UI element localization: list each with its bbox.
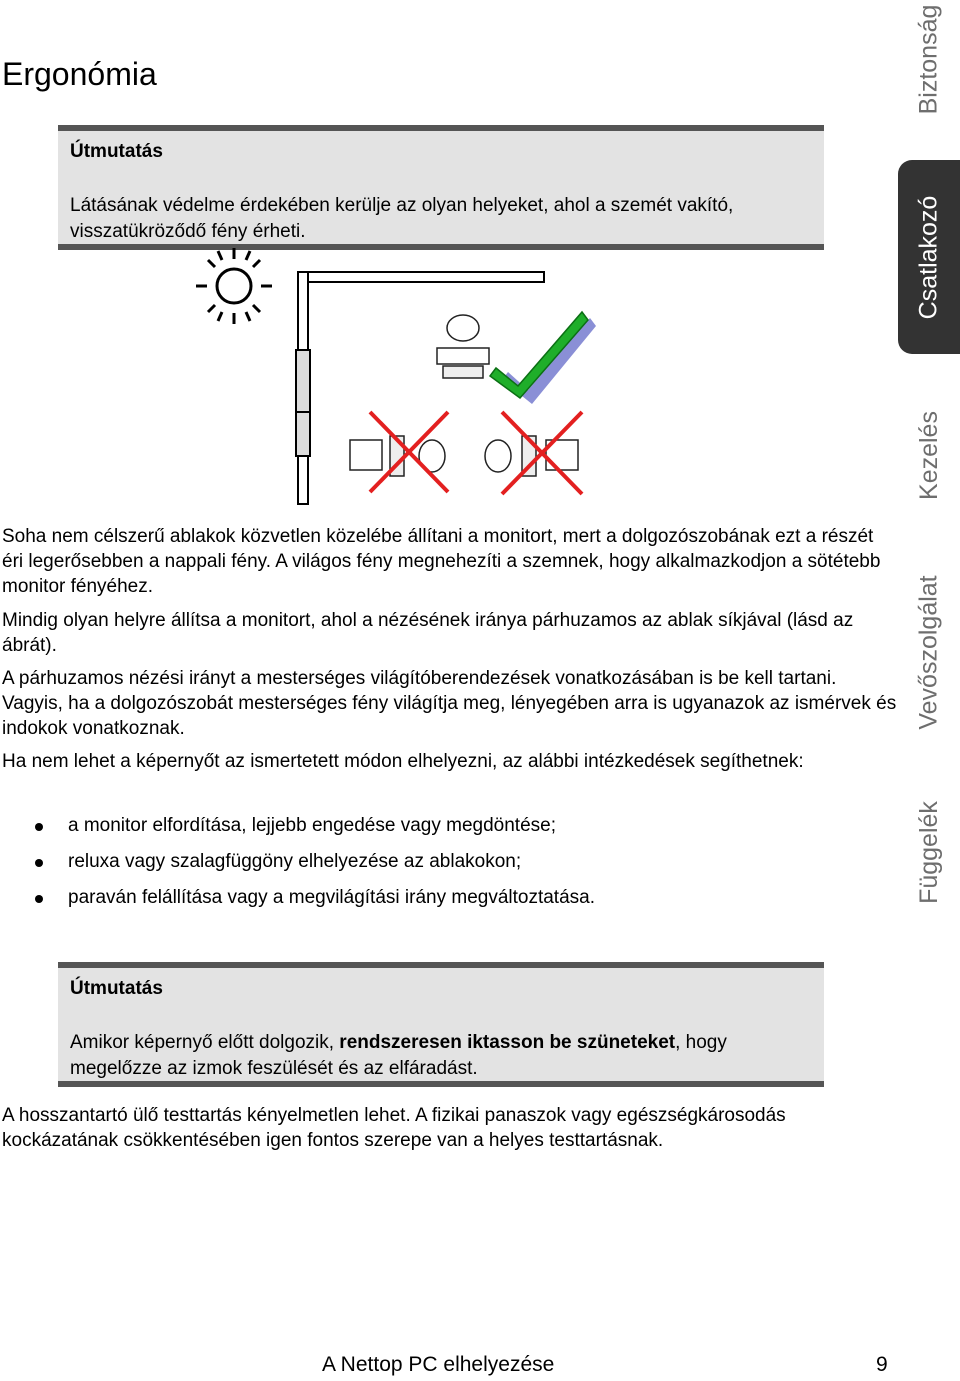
guidance-text: Látásának védelme érdekében kerülje az olyan helyeket, ahol a szemét vakító, visszatükröződő fény érheti. bbox=[70, 195, 734, 242]
sidebar-tab-biztonsag[interactable]: Biztonság bbox=[914, 4, 943, 114]
guidance-header: Útmutatás bbox=[70, 978, 163, 999]
page-number: 9 bbox=[876, 1353, 888, 1376]
page-title: Ergonómia bbox=[2, 56, 157, 92]
person-at-desk-icon bbox=[437, 315, 489, 378]
list-item: reluxa vagy szalagfüggöny elhelyezése az ablakokon; bbox=[2, 844, 882, 880]
paragraph: A hosszantartó ülő testtartás kényelmetlen lehet. A fizikai panaszok vagy egészségkárosodás kockázatának csökkentésében igen fontos szerepe van a helyes testtartásnak. bbox=[2, 1105, 786, 1151]
list-item: a monitor elfordítása, lejjebb engedése vagy megdöntése; bbox=[2, 808, 882, 844]
guidance-header: Útmutatás bbox=[70, 141, 163, 162]
sidebar-tab-vevoszolgalat[interactable]: Vevőszolgálat bbox=[914, 574, 943, 730]
list-item: paraván felállítása vagy a megvilágítási irány megváltoztatása. bbox=[2, 880, 882, 916]
paragraph: Soha nem célszerű ablakok közvetlen közelébe állítani a monitort, mert a dolgozószobának ezt a részét éri legerősebben a nappali fény. A világos fény megnehezíti a szemnek, hogy alkalmazkodjon a sötétebb monitor fényéhez. bbox=[2, 526, 881, 597]
paragraph: Mindig olyan helyre állítsa a monitort, ahol a nézésének iránya párhuzamos az ablak síkjával (lásd az ábrát). bbox=[2, 610, 854, 656]
bullet-icon bbox=[35, 859, 43, 867]
paragraph: Ha nem lehet a képernyőt az ismertetett módon elhelyezni, az alábbi intézkedések segíthetnek: bbox=[2, 751, 804, 772]
checkmark-icon bbox=[490, 312, 596, 404]
bullet-icon bbox=[35, 823, 43, 831]
guidance-box bbox=[58, 962, 824, 1087]
sidebar-tab-fuggelek[interactable]: Függelék bbox=[914, 800, 943, 904]
sidebar-tab-csatlakozo[interactable]: Csatlakozó bbox=[898, 160, 960, 354]
sidebar-tab-kezeles[interactable]: Kezelés bbox=[914, 410, 943, 500]
guidance-text: Amikor képernyő előtt dolgozik, rendszeresen iktasson be szüneteket, hogy megelőzze az izmok feszülését és az elfáradást. bbox=[70, 1032, 727, 1079]
guidance-box bbox=[58, 125, 824, 250]
bullet-icon bbox=[35, 895, 43, 903]
paragraph: A párhuzamos nézési irányt a mesterséges világítóberendezések vonatkozásában is be kell tartani. Vagyis, ha a dolgozószobát mesterséges fény világítja meg, lényegében arra is ugyanazok az ismérvek és indokok vonatkoznak. bbox=[2, 668, 897, 739]
footer-title: A Nettop PC elhelyezése bbox=[322, 1353, 555, 1376]
sun-icon bbox=[196, 248, 272, 324]
bullet-list bbox=[2, 808, 882, 916]
window-placement-illustration bbox=[190, 240, 610, 510]
